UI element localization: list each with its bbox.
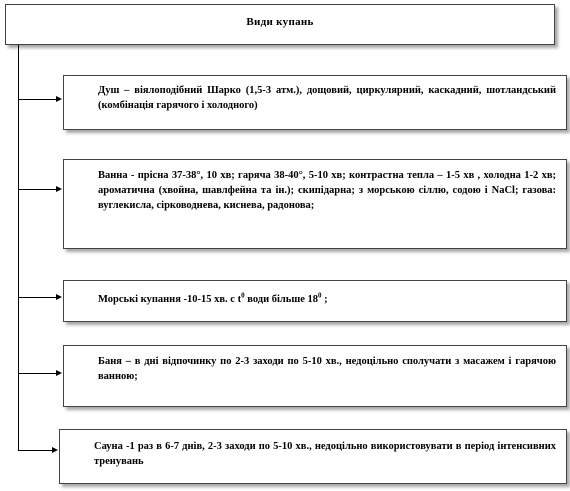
item-box-dush: [63, 75, 567, 130]
item-box-sauna: [59, 429, 567, 484]
arrow-head-icon: [56, 370, 62, 376]
arrow-head-icon: [56, 294, 62, 300]
item-box-banya: [63, 345, 567, 407]
connector-arrow-line: [18, 373, 58, 374]
connector-arrow-line: [18, 297, 58, 298]
diagram-title: Види купань: [246, 16, 314, 28]
connector-arrow-line: [18, 99, 58, 100]
item-text-sauna: Сауна -1 раз в 6-7 днів, 2-3 заходи по 5-10 хв., недоцільно використовувати в період інтенсивних тренувань: [94, 441, 556, 467]
title-box: [5, 4, 555, 45]
arrow-head-icon: [56, 96, 62, 102]
item-text-morski: Морські купання -10-15 хв. с $t^0$ води більше $18^0$ ;: [98, 291, 328, 305]
item-box-vanna: [63, 159, 567, 249]
connector-arrow-line: [18, 450, 54, 451]
item-text-vanna: Ванна - прісна 37-38°, 10 хв; гаряча 38-40°, 5-10 хв; контрастна тепла – 1-5 хв , холодна 1-2 хв; ароматична (хвойна, шавлфейна та ін.); скипідарна; з морською сіллю, содою і NaCl; газова: вуглекисла, сірководнева, киснева, радонова;: [98, 170, 556, 211]
arrow-head-icon: [56, 186, 62, 192]
connector-vertical: [18, 45, 19, 450]
arrow-head-icon: [52, 447, 58, 453]
item-text-banya: Баня – в дні відпочинку по 2-3 заходи по 5-10 хв., недоцільно сполучати з масажем і гарячою ванною;: [98, 356, 556, 382]
item-text-dush: Душ – віялоподібний Шарко (1,5-3 атм.), дощовий, циркулярний, каскадний, шотландський (комбінація гарячого і холодного): [98, 85, 556, 111]
item-box-morski: [63, 280, 567, 322]
connector-arrow-line: [18, 189, 58, 190]
